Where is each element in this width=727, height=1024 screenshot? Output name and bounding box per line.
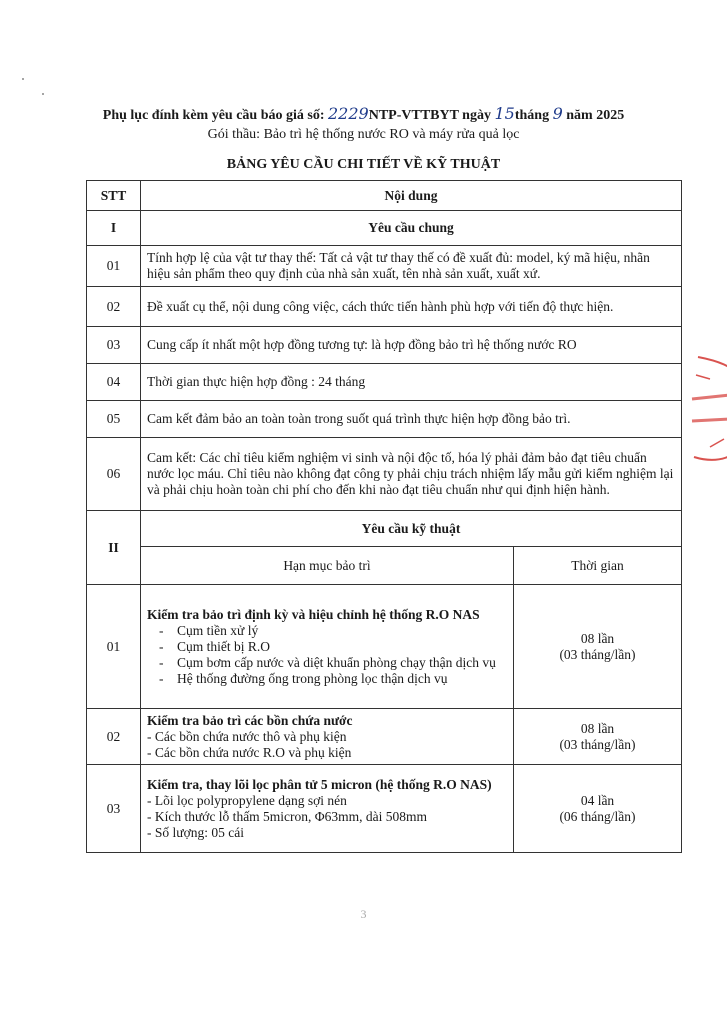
list-item: - Kích thước lỗ thấm 5micron, Φ63mm, dài 508mm [147, 808, 428, 824]
maintenance-time: 08 lần (03 tháng/lần) [514, 585, 682, 709]
handwritten-month: 9 [552, 104, 563, 123]
row-number: 06 [87, 438, 141, 511]
section-title: Yêu cầu chung [141, 211, 682, 246]
table-row [87, 246, 682, 287]
row-number: 01 [87, 585, 141, 709]
scan-speck [22, 78, 24, 80]
item-list [147, 623, 507, 687]
section-row [87, 211, 682, 246]
row-number: 01 [87, 246, 141, 287]
list-item: - Hệ thống đường ống trong phòng lọc thận dịch vụ [147, 671, 507, 687]
requirements-table [86, 180, 682, 853]
subheader-item: Hạn mục bảo trì [141, 547, 514, 585]
table-row [87, 438, 682, 511]
page-number: 3 [360, 907, 367, 921]
row-text: Đề xuất cụ thể, nội dung công việc, cách thức tiến hành phù hợp với tiến độ thực hiện. [141, 287, 682, 327]
maintenance-item [141, 585, 514, 709]
list-item: - Lõi lọc polypropylene dạng sợi nén [147, 792, 347, 808]
row-number: 04 [87, 364, 141, 401]
maintenance-item [141, 765, 514, 853]
item-title: Kiểm tra bảo trì định kỳ và hiệu chỉnh hệ thống R.O NAS [147, 606, 480, 622]
table-header-row [87, 181, 682, 211]
row-number: 05 [87, 401, 141, 438]
package-name: Gói thầu: Bảo trì hệ thống nước RO và máy rửa quả lọc [207, 127, 520, 142]
scan-speck [42, 93, 44, 95]
row-number: 02 [87, 709, 141, 765]
table-row [87, 327, 682, 364]
row-number: 03 [87, 327, 141, 364]
row-text: Cam kết: Các chỉ tiêu kiểm nghiệm vi sinh và nội độc tố, hóa lý phải đảm bảo đạt tiêu chuẩn nước lọc máu. Chỉ tiêu nào không đạt công ty phải chịu trách nhiệm lấy mẫu gửi kiểm nghiệm lại và phải chịu hoàn toàn chi phí cho đến khi nào đạt tiêu chuẩn như qui định hiện hành. [141, 438, 682, 511]
table-row [87, 709, 682, 765]
row-number: 03 [87, 765, 141, 853]
list-item: - Cụm tiền xử lý [147, 623, 507, 639]
item-title: Kiểm tra bảo trì các bồn chứa nước [147, 712, 353, 728]
header-stt: STT [87, 181, 141, 211]
table-row [87, 287, 682, 327]
section-number: I [87, 211, 141, 246]
maintenance-item [141, 709, 514, 765]
list-item: - Các bồn chứa nước R.O và phụ kiện [147, 744, 352, 760]
section-title: Yêu cầu kỹ thuật [141, 511, 682, 547]
section-row [87, 511, 682, 547]
maintenance-time: 08 lần (03 tháng/lần) [514, 709, 682, 765]
handwritten-doc-number: 2229 [327, 104, 369, 123]
item-title: Kiểm tra, thay lõi lọc phân tử 5 micron (hệ thống R.O NAS) [147, 776, 492, 792]
subheader-time: Thời gian [514, 547, 682, 585]
red-stamp-fragment [690, 355, 727, 475]
handwritten-day: 15 [494, 104, 515, 123]
header-content: Nội dung [141, 181, 682, 211]
document-title: BẢNG YÊU CẦU CHI TIẾT VỀ KỸ THUẬT [226, 157, 501, 172]
table-row [87, 364, 682, 401]
subheader-row [87, 547, 682, 585]
list-item: - Cụm bơm cấp nước và diệt khuẩn phòng chạy thận dịch vụ [147, 655, 507, 671]
row-text: Cam kết đảm bảo an toàn toàn trong suốt quá trình thực hiện hợp đồng bảo trì. [141, 401, 682, 438]
list-item: - Các bồn chứa nước thô và phụ kiện [147, 728, 347, 744]
header-reference-line: Phụ lục đính kèm yêu cầu báo giá số: 2229NTP-VTTBYT ngày 15tháng 9 năm 2025 [102, 104, 625, 123]
list-item: - Cụm thiết bị R.O [147, 639, 507, 655]
row-text: Cung cấp ít nhất một hợp đồng tương tự: là hợp đồng bảo trì hệ thống nước RO [141, 327, 682, 364]
row-text: Thời gian thực hiện hợp đồng : 24 tháng [141, 364, 682, 401]
table-row [87, 401, 682, 438]
list-item: - Số lượng: 05 cái [147, 824, 244, 840]
row-text: Tính hợp lệ của vật tư thay thế: Tất cả vật tư thay thế có đề xuất đủ: model, ký mã hiệu, nhãn hiệu sản phẩm theo quy định của nhà sản xuất, tên nhà sản xuất, xuất xứ. [141, 246, 682, 287]
maintenance-time: 04 lần (06 tháng/lần) [514, 765, 682, 853]
table-row [87, 765, 682, 853]
table-row [87, 585, 682, 709]
row-number: 02 [87, 287, 141, 327]
section-number: II [87, 511, 141, 585]
